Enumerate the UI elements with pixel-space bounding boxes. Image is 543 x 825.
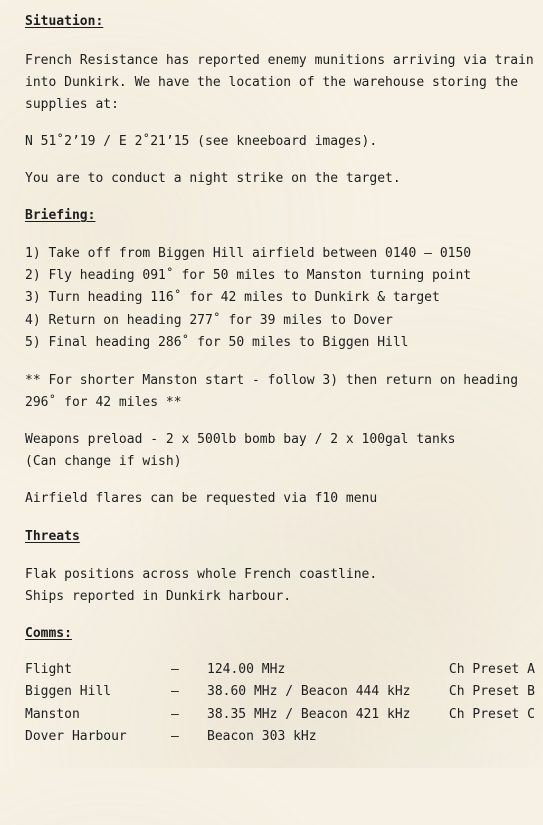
threats-heading: Threats: [25, 529, 80, 544]
comms-channel-preset: Ch Preset B: [448, 684, 535, 700]
target-coordinates: N 51˚2’19 / E 2˚21’15 (see kneeboard images).: [25, 134, 378, 149]
comms-row: [25, 662, 535, 684]
situation-heading: Situation:: [25, 14, 104, 29]
comms-station-name: Biggen Hill: [25, 684, 112, 700]
briefing-step-3: 3) Turn heading 116˚ for 42 miles to Dunkirk & target: [25, 290, 440, 305]
comms-separator: –: [171, 684, 179, 700]
comms-frequency: 124.00 MHz: [207, 662, 286, 677]
comms-row: [25, 684, 535, 706]
airfield-flares-note: Airfield flares can be requested via f10 menu: [25, 491, 378, 506]
comms-channel-preset: Ch Preset A: [448, 662, 535, 677]
situation-line-1: French Resistance has reported enemy munitions arriving via train: [25, 53, 534, 68]
situation-line-3: supplies at:: [25, 97, 119, 112]
comms-heading: Comms:: [25, 626, 72, 641]
comms-separator: –: [171, 728, 179, 744]
briefing-step-4: 4) Return on heading 277˚ for 39 miles to Dover: [25, 313, 393, 328]
comms-row: [25, 729, 535, 751]
comms-station-name: Flight: [25, 662, 72, 677]
comms-station-name: Manston: [25, 706, 80, 722]
briefing-heading: Briefing:: [25, 208, 96, 223]
comms-frequency: 38.60 MHz / Beacon 444 kHz: [207, 684, 411, 700]
threat-line-1: Flak positions across whole French coastline.: [25, 567, 378, 582]
situation-line-2: into Dunkirk. We have the location of the warehouse storing the: [25, 75, 519, 90]
briefing-document: [25, 0, 540, 768]
comms-table: [25, 662, 535, 751]
weapons-line-1: Weapons preload - 2 x 500lb bomb bay / 2 x 100gal tanks: [25, 432, 456, 447]
comms-channel-preset: Ch Preset C: [448, 706, 535, 722]
comms-separator: –: [171, 662, 179, 677]
comms-station-name: Dover Harbour: [25, 728, 127, 744]
comms-separator: –: [171, 706, 179, 722]
weapons-line-2: (Can change if wish): [25, 454, 182, 469]
briefing-step-1: 1) Take off from Biggen Hill airfield between 0140 – 0150: [25, 246, 472, 261]
briefing-step-5: 5) Final heading 286˚ for 50 miles to Biggen Hill: [25, 335, 409, 350]
manston-note-line-1: ** For shorter Manston start - follow 3) then return on heading: [25, 373, 519, 388]
mission-task: You are to conduct a night strike on the target.: [25, 171, 401, 186]
briefing-step-2: 2) Fly heading 091˚ for 50 miles to Manston turning point: [25, 268, 472, 283]
comms-frequency: Beacon 303 kHz: [207, 728, 317, 744]
manston-note-line-2: 296˚ for 42 miles **: [25, 395, 182, 410]
threat-line-2: Ships reported in Dunkirk harbour.: [25, 589, 292, 604]
comms-frequency: 38.35 MHz / Beacon 421 kHz: [207, 706, 411, 722]
comms-row: [25, 707, 535, 729]
